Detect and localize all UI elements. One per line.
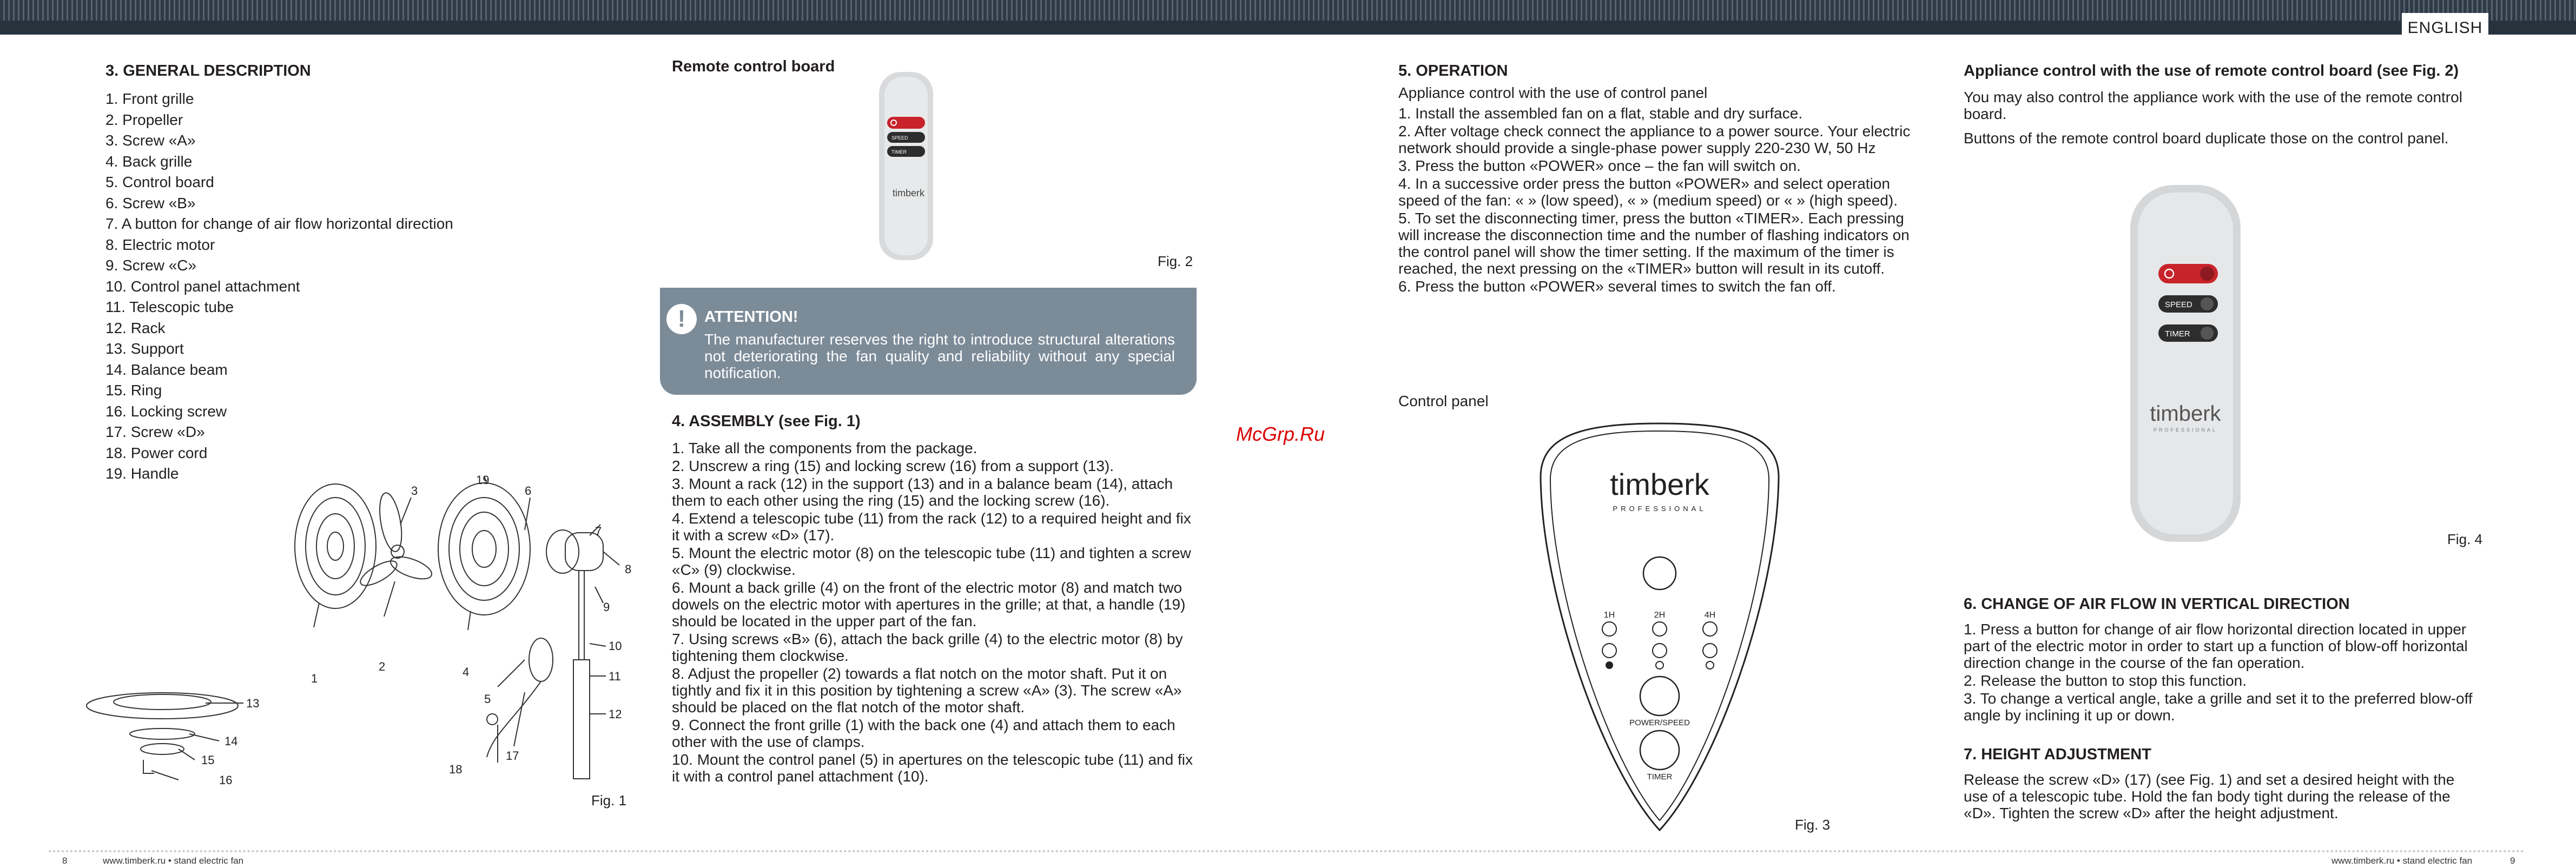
remote-control-p2: Buttons of the remote control board duplicate those on the control panel. — [1964, 130, 2449, 147]
timer-2h-label: 2H — [1654, 611, 1666, 620]
speed-low-indicator — [1602, 644, 1616, 658]
description-item: 2. Propeller — [105, 111, 183, 128]
section3-title: 3. GENERAL DESCRIPTION — [105, 62, 311, 79]
description-item: 17. Screw «D» — [105, 423, 205, 440]
description-item: 4. Back grille — [105, 153, 193, 170]
section4-title: 4. ASSEMBLY (see Fig. 1) — [672, 413, 861, 430]
airflow-steps — [1964, 621, 2483, 725]
fig1-caption: Fig. 1 — [591, 792, 627, 809]
description-item: 19. Handle — [105, 465, 179, 482]
fig1-label: 13 — [246, 697, 260, 710]
fig1-label: 7 — [595, 525, 602, 538]
fig1-label: 6 — [525, 484, 532, 498]
attention-box — [660, 288, 1197, 395]
power-speed-label: POWER/SPEED — [1629, 718, 1690, 727]
attention-title: ATTENTION! — [704, 308, 798, 326]
fig1-label: 4 — [463, 665, 470, 679]
right-footer-site: www.timberk.ru • stand electric fan — [2331, 856, 2473, 866]
remote-timer-label: TIMER — [891, 149, 907, 155]
fig1-label: 3 — [411, 484, 418, 498]
watermark: McGrp.Ru — [1236, 423, 1325, 445]
fig1-label: 12 — [609, 707, 622, 721]
description-item: 18. Power cord — [105, 444, 208, 461]
fig1-label: 19 — [476, 473, 490, 487]
language-label: ENGLISH — [2402, 13, 2488, 41]
timer-4h-label: 4H — [1704, 611, 1716, 620]
height-adjustment-text: Release the screw «D» (17) (see Fig. 1) and set a desired height with the use of a telescopic tube. Hold the fan body tight during the release of the «D». Tighten the screw «D» after the height adjustment. — [1964, 771, 2455, 821]
panel-brand: timberk — [1610, 467, 1709, 501]
assembly-step: 2. Unscrew a ring (15) and locking screw (16) from a support (13). — [672, 458, 1114, 474]
airflow-step: 3. To change a vertical angle, take a grille and set it to the preferred blow-off angle by inclining it up or down. — [1964, 690, 2473, 724]
description-item: 5. Control board — [105, 174, 214, 190]
operation-step: 2. After voltage check connect the appliance to a power source. Your electric network should provide a single-phase power supply 220-230 W, 50 Hz — [1398, 123, 1911, 156]
assembly-step: 6. Mount a back grille (4) on the front of the electric motor (8) and match two dowels on the electric motor with apertures in the grille; at that, a handle (19) should be located in the upper part of the fan. — [672, 579, 1186, 630]
attention-text: The manufacturer reserves the right to introduce structural alterations not deteriorating the fan quality and reliability without any special notification. — [704, 331, 1175, 381]
timer-1h-label: 1H — [1603, 611, 1615, 620]
description-item: 12. Rack — [105, 319, 166, 336]
assembly-steps — [672, 440, 1195, 786]
remote-image-small — [871, 69, 941, 263]
left-footer-site: www.timberk.ru • stand electric fan — [103, 856, 244, 866]
fig1-label: 9 — [603, 600, 610, 614]
header-stripe — [0, 0, 2576, 35]
description-item: 7. A button for change of air flow horizontal direction — [105, 215, 453, 232]
remote-board-title: Remote control board — [672, 58, 835, 75]
remote-image-large — [2126, 183, 2245, 544]
description-item: 8. Electric motor — [105, 236, 215, 253]
fig1-label: 18 — [449, 763, 463, 776]
speed-medium-indicator — [1653, 644, 1667, 658]
fan-high-icon — [1706, 661, 1714, 669]
remote-brand-sub: PROFESSIONAL — [2153, 427, 2218, 433]
remote-speed-label-large: SPEED — [2165, 300, 2192, 309]
assembly-step: 3. Mount a rack (12) in the support (13) and in a balance beam (14), attach them to each other using the ring (15) and the locking screw (16). — [672, 475, 1173, 509]
fig1-fan-diagram — [81, 465, 638, 822]
operation-step: 6. Press the button «POWER» several times to switch the fan off. — [1398, 278, 1836, 295]
assembly-step: 5. Mount the electric motor (8) on the telescopic tube (11) and tighten a screw «C» (9) clockwise. — [672, 545, 1191, 578]
fig1-label: 2 — [379, 660, 386, 673]
general-description-list — [105, 89, 453, 485]
section5-subtitle: Appliance control with the use of control panel — [1398, 84, 1708, 101]
footer-divider — [49, 850, 2526, 852]
fig4-caption: Fig. 4 — [2447, 531, 2483, 547]
description-item: 10. Control panel attachment — [105, 277, 300, 295]
remote-control-p1: You may also control the appliance work with the use of the remote control board. — [1964, 89, 2462, 122]
power-speed-button[interactable] — [1640, 677, 1679, 715]
operation-step: 3. Press the button «POWER» once – the fan will switch on. — [1398, 157, 1801, 174]
airflow-step: 2. Release the button to stop this function. — [1964, 672, 2247, 689]
operation-step: 4. In a successive order press the button «POWER» and select operation speed of the fan: « » (low speed), « » (medium speed) or « » (high speed). — [1398, 175, 1898, 209]
description-item: 3. Screw «A» — [105, 132, 196, 149]
fig1-label: 15 — [201, 753, 215, 767]
control-panel-title: Control panel — [1398, 393, 1489, 409]
assembly-step: 1. Take all the components from the package. — [672, 440, 977, 456]
fig2-caption: Fig. 2 — [1158, 253, 1193, 269]
description-item: 14. Balance beam — [105, 361, 228, 378]
fig1-label: 16 — [219, 773, 233, 787]
description-item: 6. Screw «B» — [105, 194, 196, 211]
assembly-step: 8. Adjust the propeller (2) towards a flat notch on the motor shaft. Put it on tightly and fix it in this position by tightening a screw «A» (3). The screw «A» should be placed on the flat notch of the motor shaft. — [672, 665, 1182, 715]
panel-brand-sub: PROFESSIONAL — [1613, 505, 1707, 513]
timer-button[interactable] — [1640, 731, 1679, 770]
fig1-label: 11 — [609, 670, 621, 683]
description-item: 9. Screw «C» — [105, 257, 197, 274]
fig1-label: 8 — [625, 562, 632, 576]
description-item: 13. Support — [105, 340, 184, 357]
timer-1h-indicator — [1602, 622, 1616, 636]
section5-title: 5. OPERATION — [1398, 62, 1508, 79]
fan-medium-icon — [1656, 661, 1663, 669]
section7-title: 7. HEIGHT ADJUSTMENT — [1964, 746, 2151, 763]
assembly-step: 10. Mount the control panel (5) in apertures on the telescopic tube (11) and fix it with a control panel attachment (10). — [672, 751, 1193, 785]
section6-title: 6. CHANGE OF AIR FLOW IN VERTICAL DIRECTION — [1964, 595, 2350, 613]
timer-2h-indicator — [1653, 622, 1667, 636]
description-item: 1. Front grille — [105, 90, 194, 107]
remote-brand: timberk — [893, 188, 925, 198]
left-page-number: 8 — [62, 856, 68, 866]
panel-top-button[interactable] — [1643, 557, 1676, 589]
control-panel-diagram — [1536, 419, 1783, 836]
assembly-step: 4. Extend a telescopic tube (11) from the rack (12) to a required height and fix it with a screw «D» (17). — [672, 510, 1191, 544]
fig1-label: 14 — [224, 734, 238, 748]
remote-timer-label-large: TIMER — [2165, 329, 2190, 339]
right-page-number: 9 — [2510, 856, 2515, 866]
fig1-label: 5 — [484, 692, 491, 706]
fan-low-icon — [1606, 661, 1613, 669]
speed-high-indicator — [1703, 644, 1717, 658]
description-item: 11. Telescopic tube — [105, 299, 234, 315]
description-item: 15. Ring — [105, 382, 162, 399]
operation-steps — [1398, 105, 1926, 296]
description-item: 16. Locking screw — [105, 402, 227, 420]
assembly-step: 7. Using screws «B» (6), attach the back grille (4) to the electric motor (8) by tightening them clockwise. — [672, 631, 1183, 664]
remote-brand-large: timberk — [2150, 402, 2221, 426]
fig1-label: 10 — [609, 639, 622, 653]
airflow-step: 1. Press a button for change of air flow horizontal direction located in upper part of the electric motor in order to start up a function of blow-off horizontal direction change in the course of the fan operation. — [1964, 621, 2468, 671]
operation-step: 5. To set the disconnecting timer, press the button «TIMER». Each pressing will increase the disconnection time and the number of flashing indicators on the control panel will show the timer setting. If the maximum of the timer is reached, the next pressing on the «TIMER» button will result in its cutoff. — [1398, 210, 1910, 277]
fig1-label: 1 — [311, 672, 318, 685]
assembly-step: 9. Connect the front grille (1) with the back one (4) and attach them to each other with the use of clamps. — [672, 717, 1175, 750]
timer-button-label: TIMER — [1647, 772, 1673, 781]
exclamation-icon: ! — [666, 304, 697, 334]
timer-4h-indicator — [1703, 622, 1717, 636]
fig1-label: 17 — [506, 749, 519, 763]
remote-control-title: Appliance control with the use of remote control board (see Fig. 2) — [1964, 62, 2459, 79]
fig3-caption: Fig. 3 — [1795, 817, 1831, 833]
operation-step: 1. Install the assembled fan on a flat, stable and dry surface. — [1398, 105, 1803, 122]
remote-speed-label: SPEED — [891, 135, 908, 141]
